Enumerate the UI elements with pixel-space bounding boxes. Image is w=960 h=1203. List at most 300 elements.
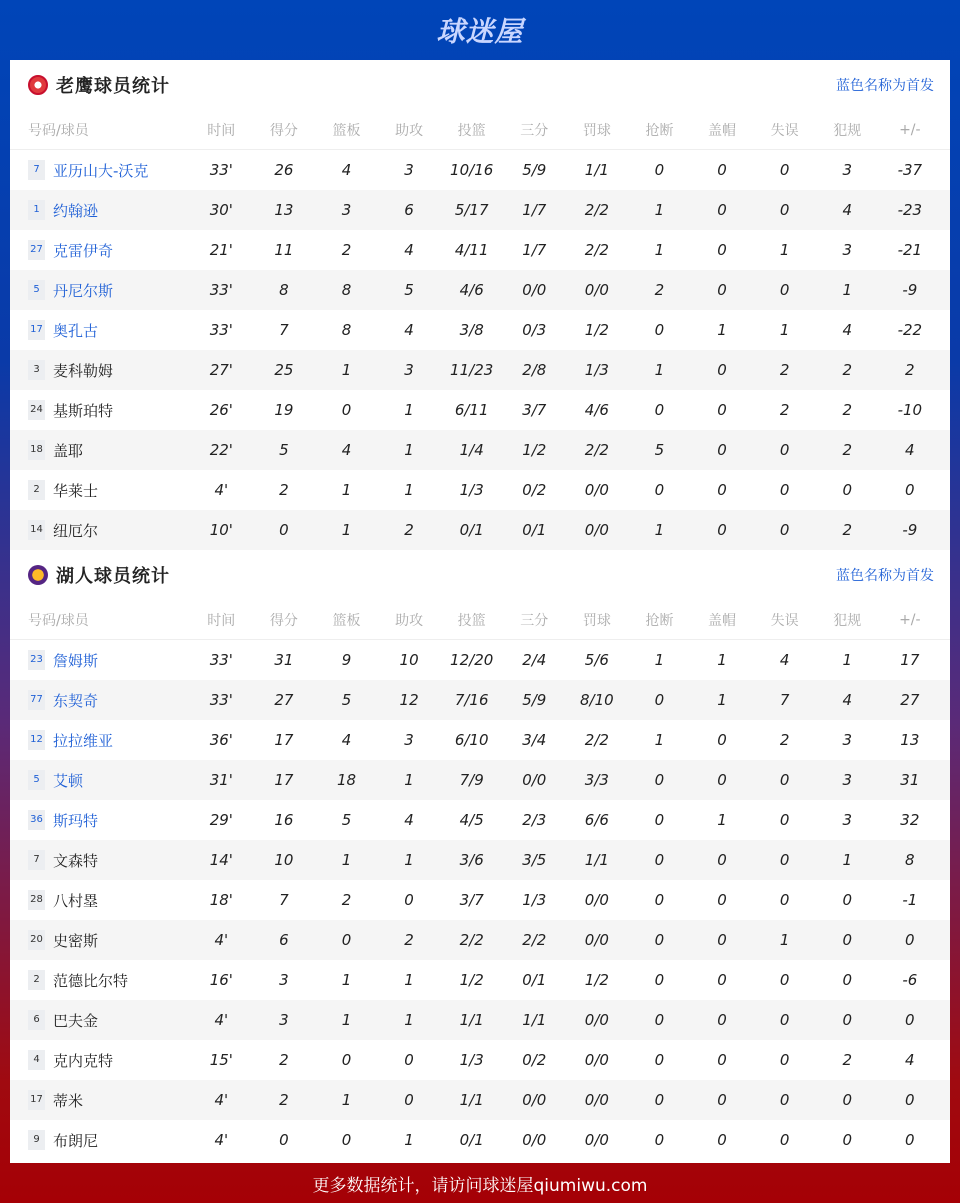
stat-cell: 31 [274,651,294,669]
stat-cell: 1 [779,931,790,949]
stat-cell: 6 [279,931,289,949]
stat-cell: -21 [897,241,923,259]
stat-cell: 4/5 [459,811,484,829]
stat-cell: 0 [717,361,727,379]
section-title: 老鹰球员统计 [56,76,170,97]
stat-cell: 1 [717,321,727,339]
column-header: 失误 [770,612,799,629]
column-header: 投篮 [457,612,486,629]
stat-cell: 1 [341,361,352,379]
table-header [10,110,950,150]
column-header: 号码/球员 [28,122,89,139]
stat-cell: 3/6 [459,851,484,869]
player-cell [10,320,190,341]
player-cell [10,690,190,711]
stat-cell: 27 [274,691,294,709]
stat-cell: 0/0 [584,481,609,499]
stat-cell: 1 [654,201,665,219]
column-header: 抢断 [645,612,674,629]
stat-cell: 7/16 [454,691,489,709]
stat-cell: 3 [842,731,852,749]
stat-cell: 2 [404,521,414,539]
stat-cell: 0 [842,1131,852,1149]
player-name[interactable]: 詹姆斯 [53,651,99,670]
stat-cell: 4 [905,1051,915,1069]
stat-cell: 1/4 [459,441,484,459]
player-name[interactable]: 范德比尔特 [53,971,129,990]
stat-cell: 1/3 [522,891,547,909]
stat-cell: 0 [779,481,790,499]
player-cell [10,890,190,911]
stat-cell: 1 [404,1131,414,1149]
stat-cell: 2 [842,401,852,419]
stat-cell: 16' [209,971,233,989]
stat-cell: 0 [279,1131,289,1149]
stat-cell: 0 [779,1131,790,1149]
stat-cell: 0 [779,811,790,829]
stat-cell: 9 [341,651,352,669]
stat-cell: 36' [209,731,233,749]
player-cell [10,850,190,871]
column-header: +/- [899,611,921,628]
stat-cell: 1/1 [584,161,609,179]
player-name[interactable]: 文森特 [53,851,99,870]
stat-cell: 3/7 [459,891,484,909]
stat-cell: -1 [902,891,918,909]
stat-cell: 1 [842,281,852,299]
table-row[interactable] [10,310,950,350]
stat-cell: 5/9 [522,161,547,179]
stat-cell: 0 [717,1011,727,1029]
stat-cell: 1 [654,361,665,379]
stat-cell: 0 [842,971,852,989]
column-header: 三分 [520,612,549,629]
stat-cell: 2/4 [522,651,547,669]
stat-cell: 3 [404,731,414,749]
stat-cell: 1 [717,651,727,669]
stat-cell: 3/3 [584,771,609,789]
stat-cell: 0 [341,931,352,949]
stat-cell: 0 [654,851,665,869]
player-cell [10,520,190,541]
stat-cell: 0 [717,161,727,179]
table-row[interactable] [10,510,950,550]
section-header [10,60,950,110]
stat-cell: 1/1 [584,851,609,869]
stat-cell: 6/10 [454,731,489,749]
player-name[interactable]: 艾顿 [53,771,84,790]
stat-cell: 33' [209,281,233,299]
starter-note: 蓝色名称为首发 [836,568,934,584]
stat-cell: 4 [779,651,790,669]
jersey-number: 24 [28,400,45,420]
stat-cell: 4/6 [459,281,484,299]
table-row[interactable] [10,430,950,470]
stat-cell: 0 [654,891,665,909]
stat-cell: 11/23 [450,361,494,379]
jersey-number: 5 [28,770,45,790]
stat-cell: 5/9 [522,691,547,709]
column-header: 篮板 [332,612,361,629]
jersey-number: 3 [28,360,45,380]
table-row[interactable] [10,960,950,1000]
stat-cell: 2/2 [459,931,484,949]
stat-cell: 33' [209,691,233,709]
stat-cell: 7 [279,321,289,339]
column-header: 篮板 [332,122,361,139]
column-header: 失误 [770,122,799,139]
player-name[interactable]: 亚历山大-沃克 [53,161,149,180]
stat-cell: 13 [900,731,920,749]
stat-cell: 1 [404,1011,414,1029]
player-name[interactable]: 拉拉维亚 [53,731,114,750]
stat-cell: 13 [274,201,294,219]
stat-cell: 4 [404,241,414,259]
stat-cell: 4' [214,481,229,499]
stat-cell: 0 [779,1091,790,1109]
stat-cell: 2/8 [522,361,547,379]
stat-cell: 33' [209,161,233,179]
stat-cell: 8 [279,281,289,299]
stat-cell: 33' [209,321,233,339]
player-name[interactable]: 纽厄尔 [53,521,99,540]
stat-cell: 22' [209,441,233,459]
player-cell [10,1090,190,1111]
brand-logo: 球迷屋 [436,15,524,48]
jersey-number: 36 [28,810,45,830]
stat-cell: 6/11 [454,401,489,419]
stat-cell: 19 [274,401,294,419]
stat-cell: 0 [717,241,727,259]
jersey-number: 17 [28,320,45,340]
column-header: 助攻 [395,612,424,629]
stat-cell: 1 [779,241,790,259]
stat-cell: 27 [900,691,920,709]
stat-cell: 5 [654,441,665,459]
player-name[interactable]: 布朗尼 [53,1131,99,1150]
jersey-number: 23 [28,650,45,670]
stat-cell: 0 [779,851,790,869]
stat-cell: 1 [341,851,352,869]
column-header: 犯规 [833,612,862,629]
stat-cell: 31' [209,771,233,789]
stat-cell: 2 [341,241,352,259]
stat-cell: 0/0 [522,771,547,789]
column-header: 助攻 [395,122,424,139]
stat-cell: 26 [274,161,294,179]
stat-cell: 31 [900,771,920,789]
stat-cell: 4/6 [584,401,609,419]
table-row[interactable] [10,920,950,960]
section-title-wrap [28,72,170,98]
player-name[interactable]: 奥孔古 [53,321,99,340]
stat-cell: 3/4 [522,731,547,749]
table-row[interactable] [10,470,950,510]
stat-cell: 12/20 [450,651,494,669]
stat-cell: 1 [404,771,414,789]
jersey-number: 20 [28,930,45,950]
stat-cell: 10/16 [450,161,494,179]
stat-cell: 7 [779,691,790,709]
stat-cell: 0 [905,1091,915,1109]
stat-cell: 14' [209,851,233,869]
column-header: 号码/球员 [28,612,89,629]
stat-cell: 0 [717,201,727,219]
player-name[interactable]: 盖耶 [53,441,84,460]
player-name[interactable]: 克内克特 [53,1051,114,1070]
stat-cell: 6 [404,201,414,219]
table-row[interactable] [10,1080,950,1120]
table-row[interactable] [10,640,950,680]
stat-cell: 33' [209,651,233,669]
player-name[interactable]: 巴夫金 [53,1011,99,1030]
stat-cell: 3 [279,1011,289,1029]
stat-cell: 0 [717,731,727,749]
stat-cell: 0 [717,521,727,539]
stat-cell: 0 [341,401,352,419]
stat-cell: 2 [842,1051,852,1069]
stat-cell: 0 [779,521,790,539]
table-row[interactable] [10,1040,950,1080]
stat-cell: 0 [654,811,665,829]
stat-cell: 0 [654,1091,665,1109]
stat-cell: 0/3 [522,321,547,339]
section-header [10,550,950,600]
stat-cell: 0/0 [522,1091,547,1109]
stat-cell: 0 [654,931,665,949]
stat-cell: 1/2 [584,321,609,339]
stat-cell: 0 [779,1011,790,1029]
jersey-number: 18 [28,440,45,460]
stat-cell: 0 [717,441,727,459]
stat-cell: 17 [900,651,920,669]
stat-cell: 1/7 [522,201,547,219]
stat-cell: 25 [274,361,294,379]
column-header: 罚球 [582,122,611,139]
stat-cell: 1/2 [584,971,609,989]
table-row[interactable] [10,800,950,840]
player-name[interactable]: 斯玛特 [53,811,99,830]
starter-note: 蓝色名称为首发 [836,78,934,94]
column-header: 时间 [207,122,236,139]
player-name[interactable]: 克雷伊奇 [53,241,114,260]
player-cell [10,970,190,991]
jersey-number: 4 [28,1050,45,1070]
stat-cell: -6 [902,971,918,989]
stat-cell: 0/2 [522,481,547,499]
stat-cell: 0 [341,1051,352,1069]
stat-cell: 1 [779,321,790,339]
player-cell [10,1130,190,1151]
stat-cell: 1 [654,651,665,669]
stat-cell: 8 [905,851,915,869]
stat-cell: 0 [905,481,915,499]
stat-cell: 1 [341,481,352,499]
player-name[interactable]: 基斯珀特 [53,401,114,420]
player-cell [10,1010,190,1031]
table-row[interactable] [10,390,950,430]
footer-text: 更多数据统计，请访问球迷屋qiumiwu.com [312,1175,648,1196]
table-row[interactable] [10,1000,950,1040]
table-row[interactable] [10,680,950,720]
stat-cell: 3 [404,361,414,379]
stat-cell: 11 [274,241,294,259]
player-name[interactable]: 蒂米 [53,1091,84,1110]
stat-cell: 2 [654,281,665,299]
stat-cell: 0 [779,891,790,909]
table-row[interactable] [10,190,950,230]
stat-cell: 26' [209,401,233,419]
stat-cell: 0 [654,161,665,179]
stat-cell: 4' [214,1091,229,1109]
jersey-number: 7 [28,850,45,870]
stat-cell: 0 [654,481,665,499]
stat-cell: 0 [717,1091,727,1109]
stat-cell: 4 [341,731,352,749]
stat-cell: 1 [717,691,727,709]
stat-cell: 0 [905,1011,915,1029]
table-row[interactable] [10,270,950,310]
player-cell [10,810,190,831]
player-name[interactable]: 丹尼尔斯 [53,281,114,300]
stat-cell: 16 [274,811,294,829]
stat-cell: 5 [279,441,289,459]
player-cell [10,770,190,791]
stat-cell: 2 [279,1051,289,1069]
jersey-number: 28 [28,890,45,910]
stat-cell: -22 [897,321,923,339]
stat-cell: -9 [902,281,918,299]
stat-cell: 3 [842,161,852,179]
table-row[interactable] [10,150,950,190]
stat-cell: 4' [214,931,229,949]
player-cell [10,200,190,221]
stat-cell: 0 [779,1051,790,1069]
stat-cell: 0 [779,971,790,989]
section-title: 湖人球员统计 [56,566,170,587]
stat-cell: 1/2 [522,441,547,459]
stat-cell: 0 [842,891,852,909]
stat-cell: 1 [404,441,414,459]
stat-cell: 1/1 [459,1011,484,1029]
column-header: 得分 [269,122,298,139]
stat-cell: 3 [842,771,852,789]
player-name[interactable]: 约翰逊 [53,201,99,220]
table-row[interactable] [10,760,950,800]
stat-cell: 1/1 [459,1091,484,1109]
jersey-number: 17 [28,1090,45,1110]
stat-cell: 1 [842,851,852,869]
stat-cell: 29' [209,811,233,829]
stat-cell: 2 [341,891,352,909]
player-name[interactable]: 东契奇 [53,691,99,710]
stat-cell: 2/2 [584,241,609,259]
table-row[interactable] [10,350,950,390]
stat-cell: 0 [404,1091,414,1109]
stat-cell: 3/8 [459,321,484,339]
player-name[interactable]: 麦科勒姆 [53,361,114,380]
stat-cell: 0 [717,891,727,909]
stat-cell: 7/9 [459,771,484,789]
stat-cell: 10 [274,851,294,869]
stat-cell: 4 [842,691,852,709]
stat-cell: 4 [341,161,352,179]
player-name[interactable]: 华莱士 [53,481,99,500]
column-header: 犯规 [833,122,862,139]
table-row[interactable] [10,720,950,760]
stat-cell: 5 [341,811,352,829]
stat-cell: 2 [842,361,852,379]
stat-cell: -37 [897,161,923,179]
stat-cell: 0/0 [522,1131,547,1149]
table-row[interactable] [10,840,950,880]
stat-cell: 0 [341,1131,352,1149]
stat-cell: 0 [717,481,727,499]
stat-cell: 1 [404,481,414,499]
table-row[interactable] [10,1120,950,1160]
table-row[interactable] [10,230,950,270]
stat-cell: 1/3 [459,481,484,499]
stat-cell: 0 [779,441,790,459]
jersey-number: 7 [28,160,45,180]
stat-cell: 18' [209,891,233,909]
stat-cell: 0 [654,971,665,989]
stat-cell: 0 [717,1051,727,1069]
team-section [10,550,950,1160]
stat-cell: 0 [654,1011,665,1029]
stat-cell: 1 [404,401,414,419]
team-section [10,60,950,550]
player-cell [10,400,190,421]
stat-cell: 3 [279,971,289,989]
stat-cell: 2 [842,441,852,459]
stat-cell: 1 [341,521,352,539]
player-name[interactable]: 八村塁 [53,891,99,910]
header-bar [0,0,960,60]
jersey-number: 2 [28,970,45,990]
jersey-number: 77 [28,690,45,710]
stat-cell: 0 [404,891,414,909]
stat-cell: 1 [717,811,727,829]
player-cell [10,160,190,181]
stat-cell: 1/1 [522,1011,547,1029]
column-header: +/- [899,121,921,138]
stat-cell: 0 [654,1051,665,1069]
player-name[interactable]: 史密斯 [53,931,99,950]
stat-cell: 4 [842,201,852,219]
stat-cell: 0 [717,931,727,949]
stat-cell: 8 [341,321,352,339]
stat-cell: 1 [842,651,852,669]
stat-cell: 0/0 [522,281,547,299]
stat-cell: 0/0 [584,1011,609,1029]
stat-cell: 0/0 [584,1091,609,1109]
stat-cell: 2 [779,731,790,749]
jersey-number: 1 [28,200,45,220]
stat-cell: 0/0 [584,1131,609,1149]
stat-cell: 1 [341,971,352,989]
stat-cell: 0 [717,771,727,789]
stat-cell: 0 [842,931,852,949]
stat-cell: 5/6 [584,651,609,669]
column-header: 投篮 [457,122,486,139]
player-cell [10,730,190,751]
table-row[interactable] [10,880,950,920]
stat-cell: 1 [404,971,414,989]
stat-cell: 30' [209,201,233,219]
stat-cell: 3 [842,241,852,259]
stat-cell: 18 [336,771,357,789]
